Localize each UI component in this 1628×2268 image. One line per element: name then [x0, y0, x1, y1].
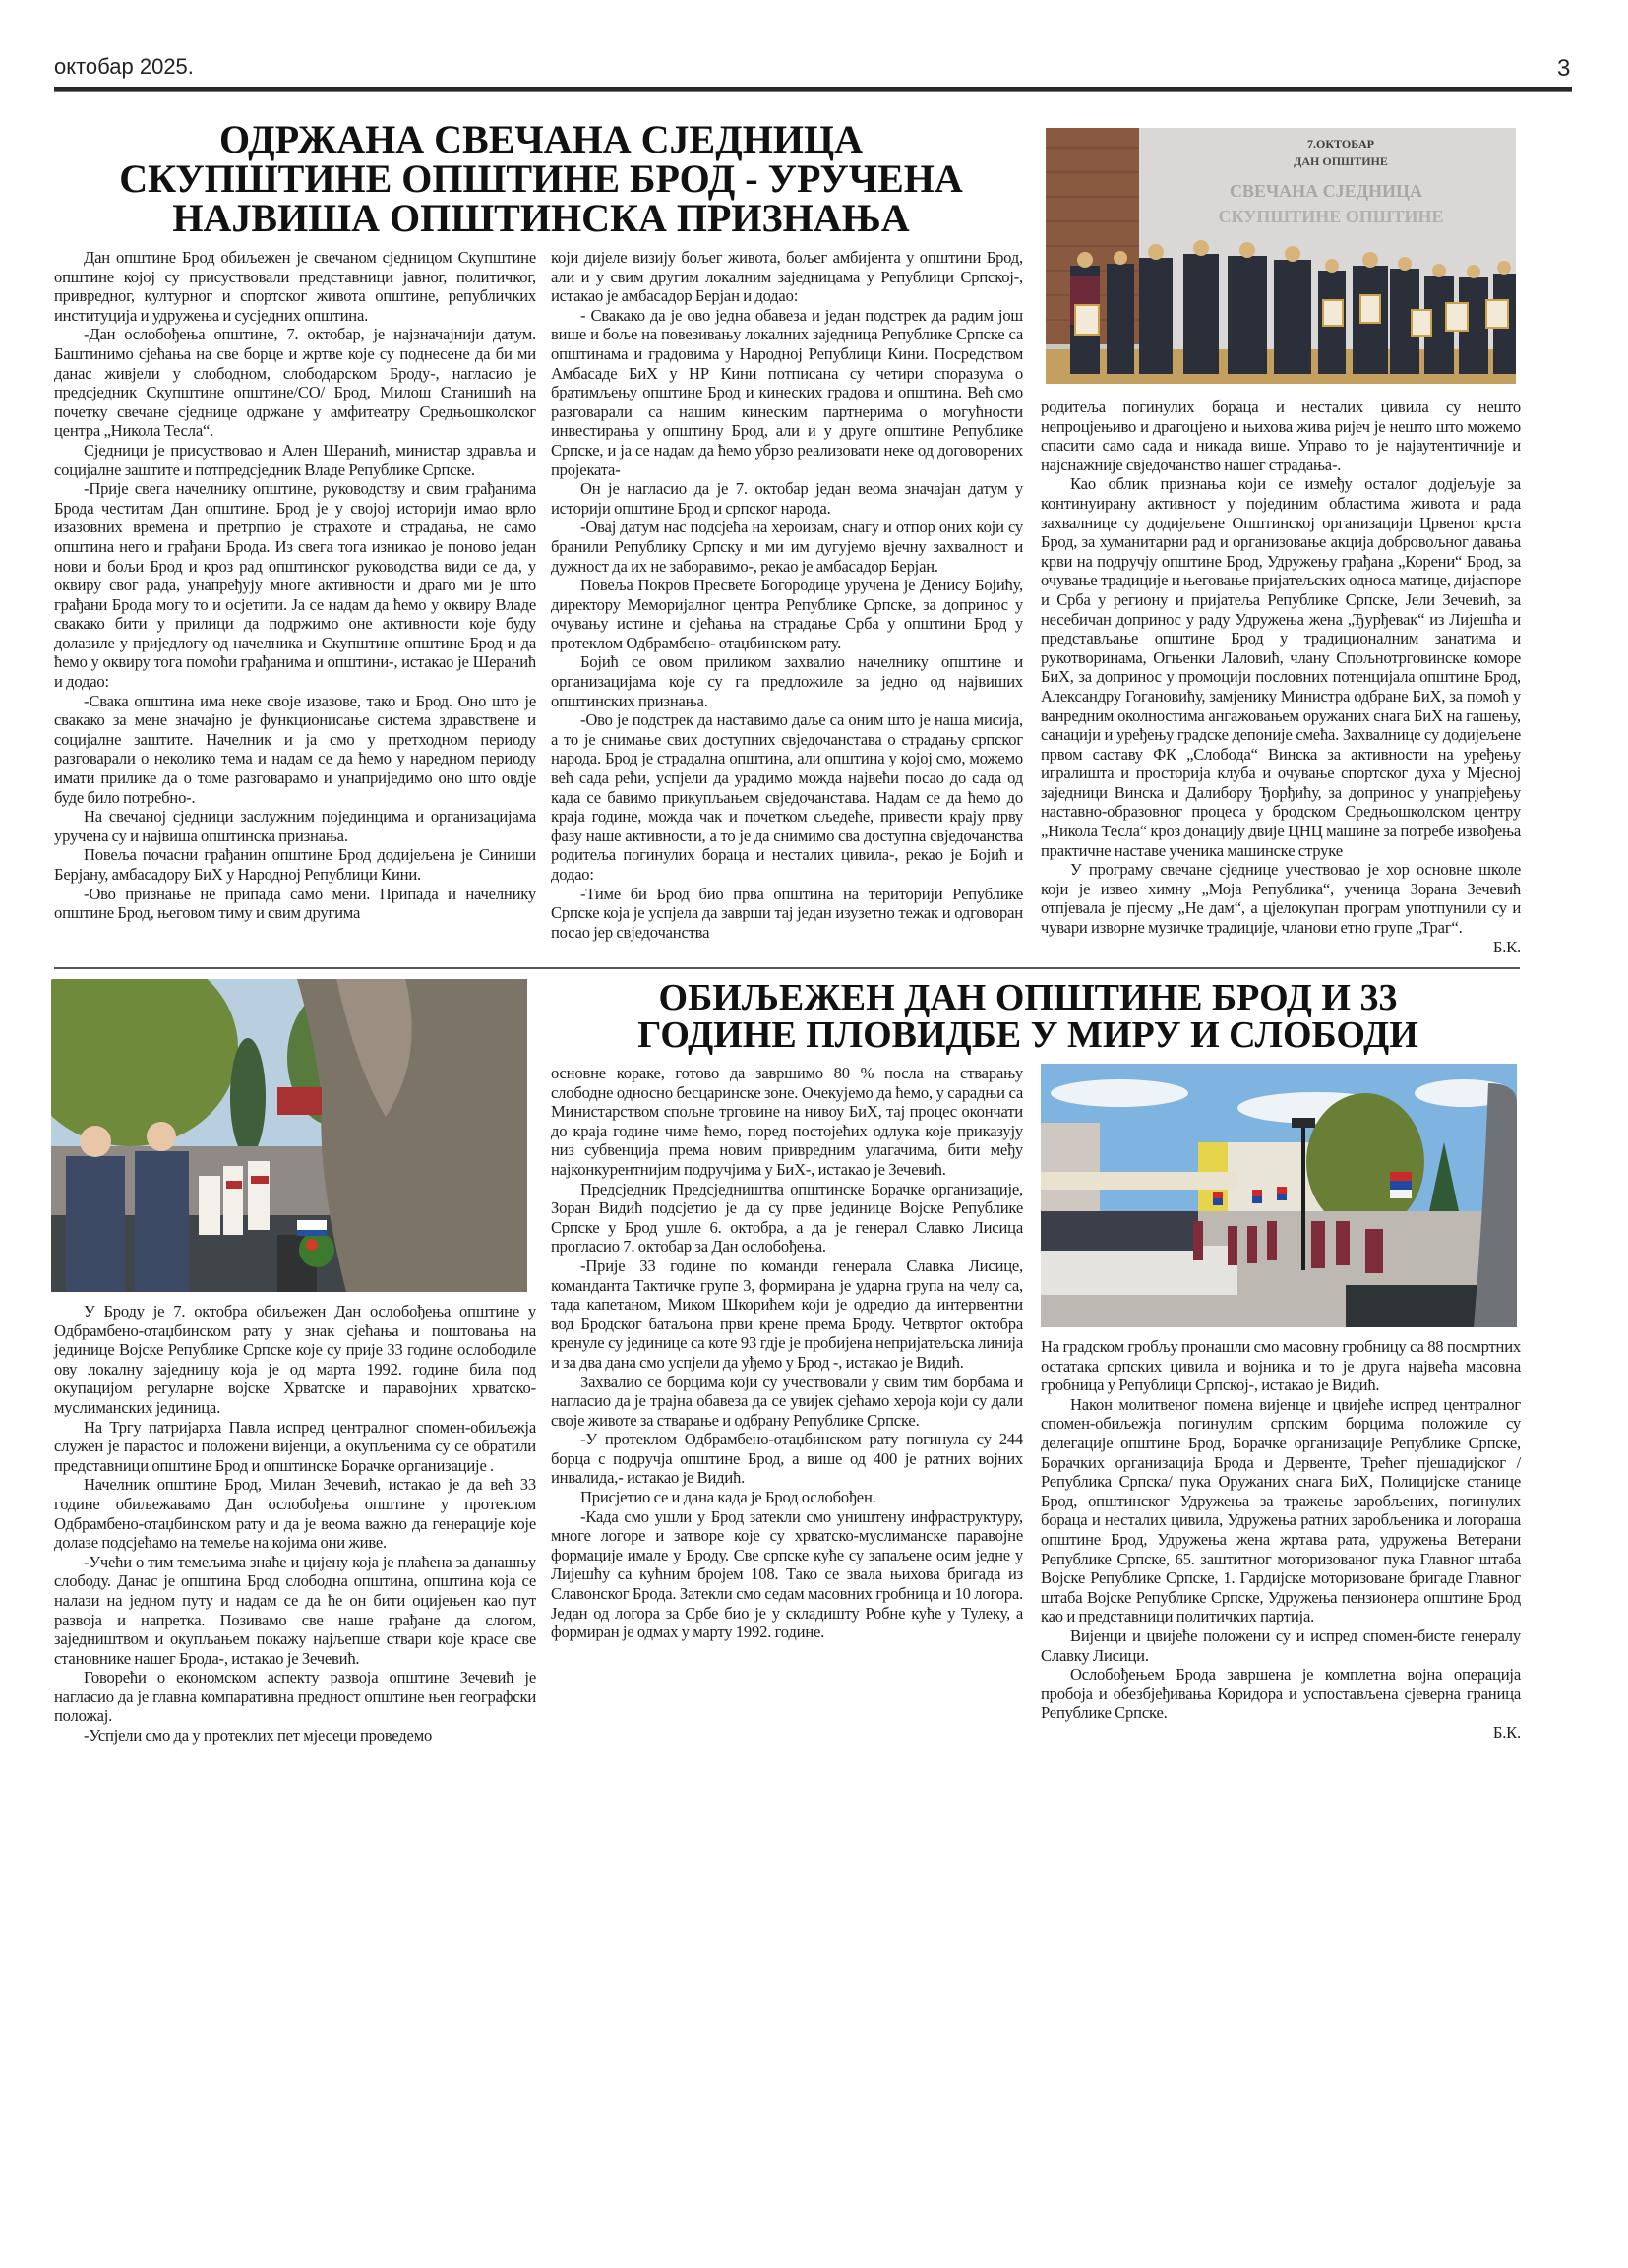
banner-text: 7.ОКТОБАР	[1307, 137, 1374, 151]
paragraph: Предсједник Предсједништва општинске Борачке организације, Зоран Видић подсјетио је да су прве јединице Војске Републике Српске у Брод ушле 6. октобра, а да је генерал Славко Лисица прогласио 7. октобар за Дан ослобођења.	[551, 1179, 1023, 1257]
article1-headline-line: СКУПШТИНЕ ОПШТИНЕ БРОД - УРУЧЕНА	[119, 156, 963, 201]
article2-headline-line: ГОДИНЕ ПЛОВИДБЕ У МИРУ И СЛОБОДИ	[637, 1014, 1418, 1056]
paragraph: -Дан ослобођења општине, 7. октобар, је најзначајнији датум. Баштинимо сјећања на све борце и жртве које су поднесене да би ми данас живјели у слободном, слободарском Броду-, нагласио је предсједник Скупштине општине/СО/ Брод, Милош Станишић на почетку свечане сједнице одржане у амфитеатру Средњошколског центра „Никола Тесла“.	[54, 325, 536, 441]
paragraph: Начелник општине Брод, Милан Зечевић, истакао је да већ 33 године обиљежавамо Дан ослобођења општине у протеклом Одбрамбено-отаџбинском рату и да је веома важно да генерације које долазе подсјећамо на темеље на којима они живе.	[54, 1475, 536, 1553]
paragraph: Ослобођењем Брода завршена је комплетна војна операција пробоја и обезбјеђивања Коридора и успостављена сјеверна граница Републике Српске.	[1041, 1665, 1521, 1723]
article2-column-1	[54, 1302, 536, 1746]
article2-column-3	[1041, 1337, 1521, 1743]
paragraph: -Тиме би Брод био прва општина на територији Републике Српске која је успјела да заврши тај један изузетно тежак и одговоран посао јер свједочанства	[551, 884, 1023, 942]
article1-signature: Б.К.	[1492, 937, 1521, 956]
article-separator	[54, 967, 1520, 969]
banner-text: СВЕЧАНА СЈЕДНИЦА	[1229, 181, 1423, 201]
article2-headline-line: ОБИЉЕЖЕН ДАН ОПШТИНЕ БРОД И 33	[658, 977, 1398, 1018]
paragraph: који дијеле визију бољег живота, бољег амбијента у општини Брод, али и у свим другим локалним заједницама у Републици Српској-, истакао је амбасадор Берјан и додао:	[551, 248, 1023, 306]
paragraph: -Овај датум нас подсјећа на хероизам, снагу и отпор оних који су бранили Републику Српску и ми им дугујемо вјечну захвалност и дужност да их не заборавимо-, рекао је амбасадор Берјан.	[551, 518, 1023, 576]
article1-headline	[54, 117, 1028, 240]
article2-photo-memorial	[51, 979, 527, 1292]
town-square-ceremony-image	[1041, 1064, 1517, 1327]
article2-headline	[536, 979, 1520, 1054]
paragraph: Бојић се овом приликом захвалио начелнику општине и организацијама које су га предложиле за једно од највиших општинских признања.	[551, 652, 1023, 710]
paragraph: -Прије свега начелнику општине, руководству и свим грађанима Брода честитам Дан општине. Брод је у својој историји имао врло изазовних времена и претрпио је страхоте и страдања, не само општина него и грађани Брода. Из свега тога изникао је поново један нови и бољи Брод и кроз рад општинског руководства види се да, у оквиру свог рада, унапређују многе активности и драго ми је што грађани Брода могу то и осјетити. Ја се надам да ћемо у оквиру Владе свакако бити у прилици да подржимо оне активности које буду долазиле у приједлогу од начелника и Скупштине општине Брод и да ћемо у оквиру тога помоћи грађанима и општини-, истакао је Шеранић и додао:	[54, 479, 536, 692]
banner-text: СКУПШТИНЕ ОПШТИНЕ	[1218, 207, 1444, 226]
paragraph: основне кораке, готово да завршимо 80 % посла на стварању слободне односно бесцаринске зоне. Очекујемо да ћемо, у сарадњи са Министарством спољне трговине на нивоу БиХ, тај процес окончати до краја године чиме ћемо, поред постојећих одлука које приказују низ субвенција према новим привредним улагачима, бити међу најконкурентнијим подручјима у БиХ-, истакао је Зечевић.	[551, 1064, 1023, 1179]
paragraph: У Броду је 7. октобра обиљежен Дан ослобођења општине у Одбрамбено-отаџбинском рату у знак сјећања и поштовања на јединице Војске Републике Српске које су прије 33 године ослободиле ову локалну заједницу која је од марта 1992. године била под окупацијом регуларне војске Хрватске и паравојних хрватско-муслиманских јединица.	[54, 1302, 536, 1417]
banner-text: ДАН ОПШТИНЕ	[1294, 154, 1388, 168]
paragraph: Говорећи о економском аспекту развоја општине Зечевић је нагласио да је главна компаративна предност општине њен географски положај.	[54, 1668, 536, 1726]
paragraph: Сједници је присуствовао и Ален Шеранић, министар здравља и социјалне заштите и потпредсједник Владе Републике Српске.	[54, 440, 536, 479]
article2-signature: Б.К.	[1492, 1722, 1521, 1742]
paragraph: Након молитвеног помена вијенце и цвијеће испред централног спомен-обиљежја погинулим српским борцима положиле су делегације општине Брод, Борачке организације Републике Српске, Борачких организација Брода и Дервенте, Трећег пјешадијског /Република Српска/ пука Оружаних снага БиХ, Полицијске станице Брод, општинског Удружења за тражење заробљених, погинулих бораца и несталих цивила, Удружења ратних заробљеника и логораша општине Брод, Удружења жена жртава рата, удружења Ветерани Републике Српске, 65. заштитног моторизованог пука Главног штаба Војске Републике Српске, 1. Гардијске моторизоване бригаде Главног штаба Војске Републике Српске, Удружења пензионера општине Брод као и представници политичких партија.	[1041, 1394, 1521, 1626]
page-number: 3	[1557, 55, 1571, 82]
paragraph: Присјетио се и дана када је Брод ослобођен.	[580, 1488, 876, 1507]
paragraph: Повеља Покров Пресвете Богородице уручена је Денису Бојићу, директору Меморијалног центра Републике Српске, за допринос у очувању истине и сјећања на страдање Срба у општини Брод у протеклом Одбрамбено- отаџбинском рату.	[551, 576, 1023, 652]
paragraph: На Тргу патријарха Павла испред централног спомен-обиљежја служен је парастос и положени вијенци, а окупљенима су се обратили представници општине Брод и општинске Борачке организације .	[54, 1417, 536, 1475]
paragraph: -Када смо ушли у Брод затекли смо уништену инфраструктуру, многе логоре и затворе које су хрватско-муслиманске паравојне формације имале у Броду. Све српске куће су запаљене осим једне у Лијешћу са кућним бројем 108. Тако се звала њихова бригада из Славонског Брода. Затекли смо седам масовних гробница и 10 логора. Један од логора за Србе био је у складишту Робне куће у Тулеку, а формиран је одмах у марту 1992. године.	[551, 1506, 1023, 1642]
paragraph: Захвалио се борцима који су учествовали у свим тим борбама и нагласио да је трајна обавеза да се увијек сјећамо хероја који су дали своје животе за стварање и одбрану Републике Српске.	[551, 1372, 1023, 1430]
article1-column-1	[54, 248, 536, 923]
article2-column-2	[551, 1064, 1023, 1642]
header-rule	[54, 87, 1572, 92]
memorial-wreath-image	[51, 979, 527, 1292]
article1-column-2	[551, 248, 1023, 942]
paragraph: родитеља погинулих бораца и несталих цивила су нешто непроцјењиво и драгоцјено и њихова жива ријеч је нешто што можемо спасити само сада и никада више. Управо то је најаутентичније и најснажније свједочанство нашег страдања-.	[1041, 398, 1521, 474]
issue-date: октобар 2025.	[54, 54, 194, 79]
paragraph: На свечаној сједници заслужним појединцима и организацијама уручена су и највиша општинска признања.	[54, 807, 536, 845]
paragraph: -Ово признање не припада само мени. Припада и начелнику општине Брод, његовом тиму и свим другима	[54, 884, 536, 923]
paragraph: -Ово је подстрек да наставимо даље са оним што је наша мисија, а то је снимање свих доступних свједочанстава о страдању српског народа. Брод је страдална општина, али општина у којој смо, можемо већ сада рећи, успјели да урадимо можда највећи посао до сада од када се бавимо прикупљањем свједочанстава. Надам се да ћемо до краја године, можда чак и почетком сљедеће, привести крају прву фазу наше активности, а то је да снимимо сва доступна свједочанства родитеља погинулих бораца и несталих цивила-, рекао је Бојић и додао:	[551, 710, 1023, 884]
paragraph: У програму свечане сједнице учествовао је хор основне школе који је извео химну „Моја Република“, ученица Зорана Зечевић отпјевала је пјесму „Не дам“, а цјелокупан програм употпунили су и чувари изворне музичке традиције, чланови етно групе „Траг“.	[1041, 860, 1521, 938]
article1-photo	[1046, 128, 1516, 384]
paragraph: -Учећи о тим темељима знаће и цијену која је плаћена за данашњу слободу. Данас је општина Брод слободна општина, општина која се налази на једном путу и надам се да ће он бити оцијењен као пут развоја и напретка. Позивамо све наше грађане да слогом, заједништвом и окупљањем покажу најљепше ствари које красе све становнике нашег Брода-, истакао је Зечевић.	[54, 1552, 536, 1668]
paragraph: -Успјели смо да у протеклих пет мјесеци проведемо	[84, 1726, 433, 1746]
paragraph: Вијенци и цвијеће положени су и испред спомен-бисте генералу Славку Лисици.	[1041, 1625, 1521, 1665]
paragraph: - Свакако да је ово једна обавеза и један подстрек да радим још више и боље на повезивању локалних заједница Републике Српске са општинама и градовима у Народној Републици Кини. Посредством Амбасаде БиХ у НР Кини потписана су четири споразума о братимљењу општине Брод и кинеских градова и општина. Већ смо разговарали са нашим кинеским партнерима о могућности инвестирања у општину Брод, али и у друге општине Републике Српске, и ја се надам да ћемо убрзо реализовати неке од договорених пројеката-	[551, 305, 1023, 479]
paragraph: -Прије 33 године по команди генерала Славка Лисице, команданта Тактичке групе 3, формирана је ударна група на челу са, тада капетаном, Миком Шкорићем који је одредио да интервентни вод Бродског батаљона први крене према Броду. Четвртог октобра кренуле су јединице са коте 93 гдје је пробијена непријатељска линија и за два дана смо успјели да уђемо у Брод -, истакао је Видић.	[551, 1256, 1023, 1372]
paragraph: Дан општине Брод обиљежен је свечаном сједницом Скупштине општине којој су присуствовали представници јавног, политичког, привредног, културног и спортског живота општине, републичких институција и удружења и сусједних општина.	[54, 248, 536, 325]
article1-column-3	[1041, 398, 1521, 957]
paragraph: На градском гробљу пронашли смо масовну гробницу са 88 посмртних остатака српских цивила и војника и то је друга највећа масовна гробница у Републици Српској-, истакао је Видић.	[1041, 1337, 1521, 1395]
paragraph: -У протеклом Одбрамбено-отаџбинском рату погинула су 244 борца с подручја општине Брод, а више од 400 је ратних војних инвалида,- истакао је Видић.	[551, 1430, 1023, 1488]
article1-headline-line: НАЈВИША ОПШТИНСКА ПРИЗНАЊА	[172, 196, 910, 240]
article2-photo-ceremony	[1041, 1064, 1517, 1327]
paragraph: Као облик признања који се између осталог додјељује за континуирану активност у појединим областима живота и рада захвалнице су додијељене Општинској организацији Црвеног крста Брод, за хуманитарни рад и организовање акција добровољног давања крви на подручју општине Брод, Удружењу грађана „Корени“ Брод, за очување традиције и његовање пријатељских односа матице, дијаспоре и Срба у региону и пријатеља Републике Српске, Јели Зечевић, за несебичан допринос у раду Удружења жена „Ђурђевак“ из Лијешћа и представљање општине Брод у традиционалним занатима и рукотворинама, Огњенки Лаловић, члану Спољнотрговинске коморе БиХ, за допринос у промоцији пословних потенцијала општине Брод, Александру Гогановићу, замјенику Министра одбране БиХ, за помоћ у ванредним околностима ангажовањем оружаних снага БиХ на гашењу, санацији и уређењу градске депоније смећа. Захвалнице су додијељене првом саставу ФК „Слобода“ Винска за активности на уређењу игралишта и просторија клуба и очување спортског духа у Мјесној заједници Винска и Далибору Ђорђићу, за допринос у унапрјеђењу наставно-образовног процеса у бродском Средњошколском центру „Никола Тесла“ кроз донацију двије ЦНЦ машине за потребе извођења практичне наставе ученика машинске струке	[1041, 474, 1521, 860]
paragraph: -Свака општина има неке своје изазове, тако и Брод. Оно што је свакако за мене значајно је функционисање система здравствене и социјалне заштите. Начелник и ја смо у претходном периоду разговарали о неколико тема и надам се да ћемо у наредном периоду имати прилике да о томе разговарамо и унаприједимо оно што овдје буде било потребно-.	[54, 691, 536, 807]
article1-headline-line: ОДРЖАНА СВЕЧАНА СЈЕДНИЦА	[219, 117, 863, 161]
paragraph: Повеља почасни грађанин општине Брод додијељена је Синиши Берјану, амбасадору БиХ у Народној Републици Кини.	[54, 845, 536, 884]
paragraph: Он је нагласио да је 7. октобар један веома значајан датум у историји општине Брод и српског народа.	[551, 479, 1023, 518]
award-ceremony-image	[1046, 128, 1516, 384]
